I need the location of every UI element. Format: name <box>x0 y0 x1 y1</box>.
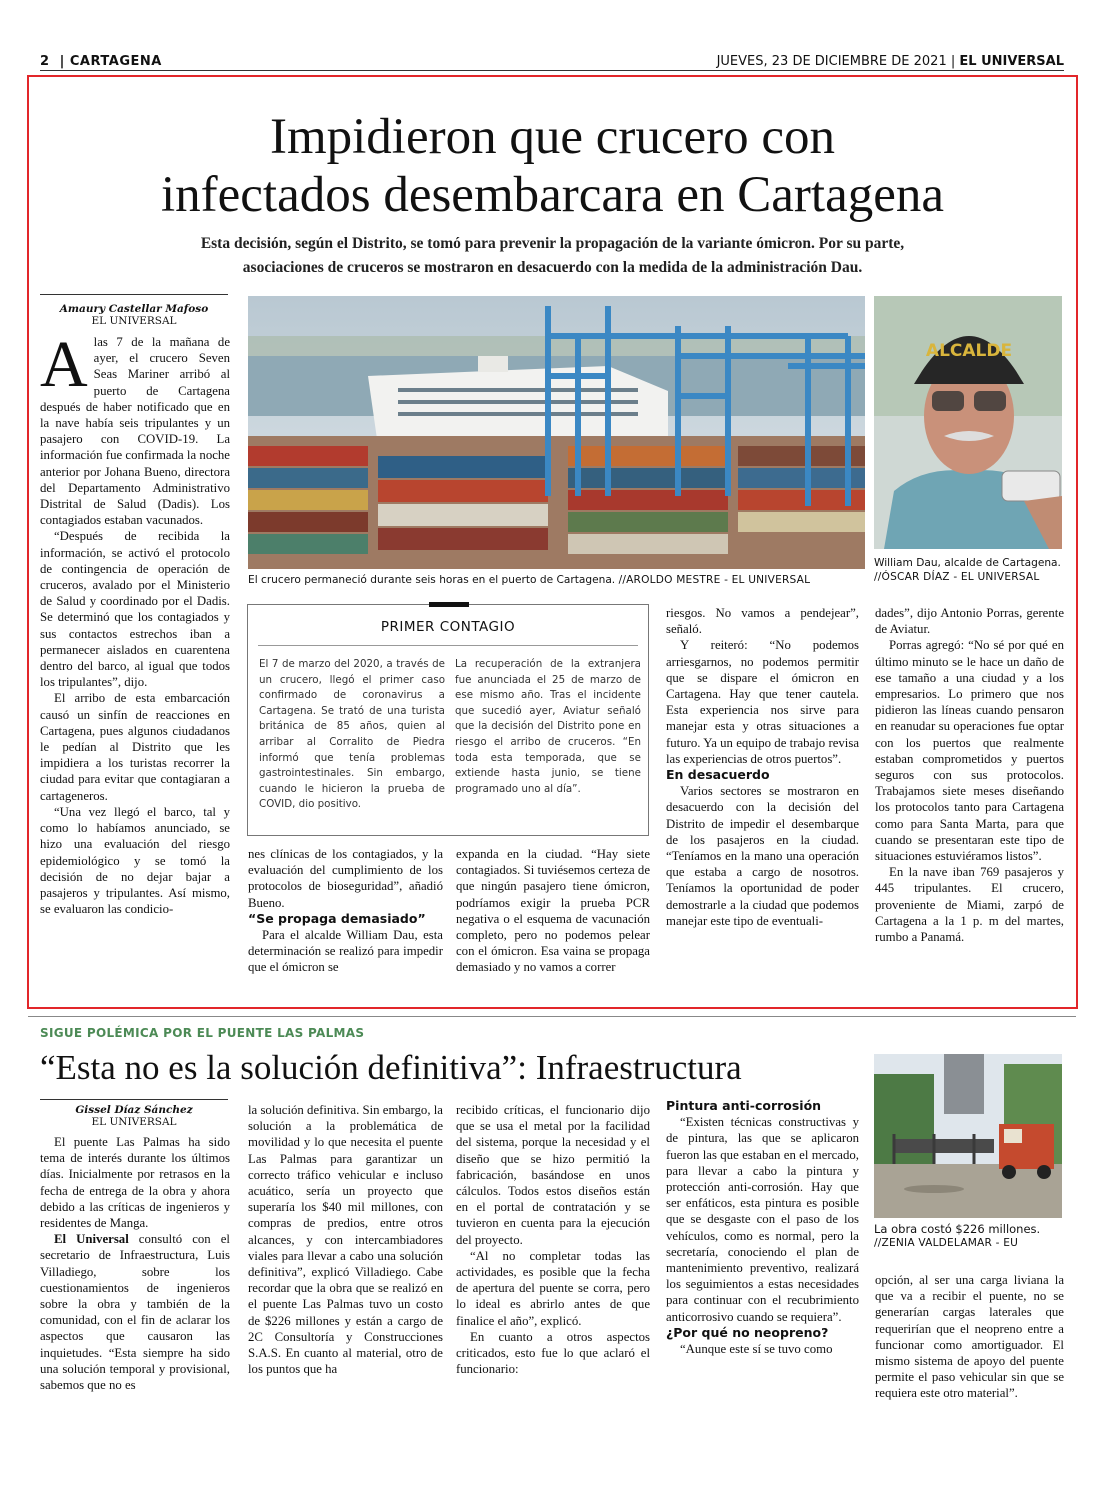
issue-date: JUEVES, 23 DE DICIEMBRE DE 2021 <box>716 54 947 69</box>
caption-credit: //ÓSCAR DÍAZ - EL UNIVERSAL <box>874 571 1040 583</box>
portrait-illustration <box>874 296 1062 549</box>
paragraph: En la nave iban 769 pasajeros y 445 tripulantes. El crucero, proveniente de Miami, zarpó de Cartagena a la 1 p. m del martes, rumbo a Panamá. <box>875 865 1064 945</box>
author-name: Amaury Castellar Mafoso <box>59 303 209 315</box>
main-column-1 <box>40 334 230 999</box>
bridge-illustration <box>874 1054 1062 1218</box>
paragraph: “Una vez llegó el barco, tal y como lo habíamos anunciado, se hizo una evaluación del riesgo epidemiológico y se tomó la decisión de no dejar bajar a pasajeros y tripulantes. Así mismo, se evaluaron las condicio- <box>40 804 230 917</box>
main-headline <box>60 108 1045 224</box>
caption-text: El crucero permaneció durante seis horas en el puerto de Cartagena. <box>248 574 616 586</box>
paragraph: recibido críticas, el funcionario dijo que se usa el metal por la facilidad del sistema, porque la necesidad y el diseño que se hizo permitió la fabricación, basándose en unos cálculos. Todos estos diseños están en el portal de contratación y se tuvieron en cuenta para la ejecución del proyecto. <box>456 1103 650 1247</box>
second-column-5 <box>875 1272 1064 1496</box>
main-column-4 <box>666 605 859 998</box>
second-column-4 <box>666 1098 859 1496</box>
paragraph-lead: El Universal <box>54 1232 129 1247</box>
cruise-port-photo <box>248 296 865 569</box>
paragraph: dades”, dijo Antonio Porras, gerente de Aviatur. <box>875 606 1064 637</box>
headline-line-1: Impidieron que crucero con <box>269 109 835 165</box>
second-column-2 <box>248 1102 443 1496</box>
paragraph: “Aunque este sí se tuvo como <box>680 1342 833 1357</box>
main-column-2 <box>248 846 443 996</box>
subhead: Pintura anti-corrosión <box>666 1098 822 1113</box>
section-name: CARTAGENA <box>69 54 162 69</box>
headline-line-2: infectados desembarcara en Cartagena <box>161 167 944 223</box>
paper-name: EL UNIVERSAL <box>959 54 1064 69</box>
main-byline <box>40 303 228 327</box>
paragraph: “Al no completar todas las actividades, es posible que la fecha de apertura del puente se corra, pero lo ideal es abrirlo antes de que finalice el año”, explicó. <box>456 1248 650 1328</box>
paragraph: las 7 de la mañana de ayer, el crucero Seven Seas Mariner arribó al puerto de Cartagena después de haber notificado que en la nave había seis tripulantes y un pasajero con COVID-19. La información fue confirmada la noche anterior por Johana Bueno, directora del Departamento Administrativo Distrital de Salud (Dadis). Los contagiados estaban vacunados. <box>40 335 230 528</box>
paragraph: nes clínicas de los contagiados, y la evaluación del cumplimiento de los protocolos de bioseguridad”, añadió Bueno. <box>248 847 443 910</box>
second-column-3 <box>456 1102 650 1496</box>
paragraph: la solución definitiva. Sin embargo, la solución a la problemática de movilidad y lo que necesita el puente Las Palmas para garantizar un correcto tráfico vehicular e incluso acuático, sería un proyecto que superaría los $40 mil millones, con compras de predios, entre otros alcances, y con intercambiadores viales para llevar a cabo una solución definitiva”, explicó Villadiego. Cabe recordar que la obra que se realizó en el puente Las Palmas tuvo un costo de $226 millones y están a cargo de 2C Consultoría y Construcciones S.A.S. En cuanto al material, otro de los puntos que ha <box>248 1103 443 1377</box>
paragraph: expanda en la ciudad. “Hay siete contagiados. Si tuviésemos certeza de que ningún pasajero tiene ómicron, podríamos exigir la prueba PCR negativa o el esquema de vacunación completo, pero no podemos pelear con el ómicron. Esa vaina se propaga demasiado y no vamos a correr <box>456 847 650 975</box>
paragraph: riesgos. No vamos a pendejear”, señaló. <box>666 606 859 637</box>
box-tab <box>429 602 469 607</box>
second-column-1 <box>40 1134 230 1496</box>
paragraph: Para el alcalde William Dau, esta determinación se realizó para impedir que el ómicron se <box>248 928 443 975</box>
deck-line-2: asociaciones de cruceros se mostraron en desacuerdo con la medida de la administración Dau. <box>242 259 863 276</box>
paragraph: En cuanto a otros aspectos criticados, esto fue lo que aclaró el funcionario: <box>456 1329 650 1377</box>
main-deck <box>100 232 1005 280</box>
box-column-1: El 7 de marzo del 2020, a través de un crucero, llegó el primer caso confirmado de coronavirus a Cartagena. Se trató de una turista británica de 85 años, quien al arribar al Corralito de Piedra informó que tenía problemas gastrointestinales. Sin embargo, cuando le hicieron la prueba de COVID, dio positivo. <box>259 658 445 811</box>
author-org: EL UNIVERSAL <box>91 1116 177 1128</box>
page-header <box>40 52 1064 72</box>
masthead-right: JUEVES, 23 DE DICIEMBRE DE 2021 | EL UNIVERSAL <box>716 54 1064 69</box>
cap-badge: ALCALDE <box>925 341 1013 361</box>
second-kicker: SIGUE POLÉMICA POR EL PUENTE LAS PALMAS <box>40 1026 365 1040</box>
paragraph: “Existen técnicas constructivas y de pintura, las que se aplicaron fueron las que estaban en el mercado, para llevar a cabo la pintura y protección anti-corrosión. Hay que ser enfáticos, esta pintura es posible que se desgaste con el paso de los vehículos, como es normal, pero la secretaría, conociendo el plan de mantenimiento preventivo, realizará los seguimientos a estas necesidades para continuar con el recubrimiento anticorrosivo cuando se requiera”. <box>666 1115 859 1324</box>
paragraph: Porras agregó: “No sé por qué en último minuto se le hace un daño de ese tamaño a una ciudad y a los empresarios. Lo primero que nos pidieron las líneas cuando pensaron en reanudar su operaciones fue optar con los puertos que realmente estaban comprometidos y puertos seguros con sus protocolos. Trabajamos siete meses diseñando los protocolos tanto para Cartagena como para Santa Marta, para que cuando se presentaran este tipo de situaciones estuviéramos listos”. <box>875 638 1064 864</box>
port-illustration <box>248 296 865 569</box>
box-column-2: La recuperación de la extranjera fue anunciada el 25 de marzo de ese mismo año. Tras el incidente que sucedió ayer, Aviatur señaló que la decisión del Distrito pone en riesgo el arribo de cruceros. “En toda esta temporada, que se extiende hasta junio, se tiene programado uno al día”. <box>455 658 641 795</box>
paragraph: opción, al ser una carga liviana la que va a recibir el puente, no se generarían cargas laterales que requerirían que el neopreno entre a funcionar como amortiguador. El mismo sistema de apoyo del puente permite el paso vehicular sin que se requiera este otro material”. <box>875 1273 1064 1401</box>
bridge-photo-caption <box>874 1222 1064 1250</box>
portrait-photo <box>874 296 1062 549</box>
paragraph: “Después de recibida la información, se activó el protocolo de contingencia de operación de cruceros, avalado por el Ministerio de Salud y coordinado por el Dadis. Se determinó que los contagiados y sus contactos estrechos iban a permanecer aislados en cuarentena dentro del barco, al igual que todos los tripulantes”, dijo. <box>40 529 230 690</box>
subhead: En desacuerdo <box>666 767 770 783</box>
paragraph: Y reiteró: “No podemos arriesgarnos, no podemos permitir que se dispare el ómicron en Cartagena. Hay que tener cautela. Esta experiencia nos sirve para manejar esta y otras situaciones a futuro. Ya un equipo de trabajo revisa las experiencias de otros puertos”. <box>666 638 859 766</box>
subhead: ¿Por qué no neopreno? <box>666 1324 829 1340</box>
paragraph: El puente Las Palmas ha sido tema de interés durante los últimos días. Inicialmente por retrasos en la fecha de entrega de la obra y ahora debido a las críticas de ingenieros y residentes de Manga. <box>40 1135 230 1231</box>
drop-cap: A <box>40 334 88 401</box>
byline-rule <box>40 1099 228 1100</box>
subhead: “Se propaga demasiado” <box>248 910 426 926</box>
box-rule <box>258 645 638 646</box>
paragraph: Varios sectores se mostraron en desacuerdo con la decisión del Distrito de impedir el desembarque de los pasajeros en la ciudad. “Teníamos en la mano una operación que estaba a cargo de nosotros. Teníamos la oportunidad de poder demostrarle a la ciudad que podemos manejar este tipo de eventuali- <box>666 784 859 928</box>
caption-credit: //AROLDO MESTRE - EL UNIVERSAL <box>618 574 811 586</box>
sidebar-box <box>247 604 649 836</box>
section-divider <box>28 1016 1076 1017</box>
caption-text: La obra costó $226 millones. <box>874 1222 1041 1236</box>
main-column-5 <box>875 605 1064 998</box>
portrait-caption <box>874 556 1064 584</box>
caption-text: William Dau, alcalde de Cartagena. <box>874 557 1061 569</box>
main-column-3 <box>456 846 650 996</box>
section-label: 2 | CARTAGENA <box>40 54 162 69</box>
main-photo-caption <box>248 573 865 587</box>
byline-rule <box>40 294 228 295</box>
author-name: Gissel Díaz Sánchez <box>75 1104 193 1116</box>
page-number: 2 <box>40 54 50 69</box>
bridge-photo <box>874 1054 1062 1218</box>
deck-line-1: Esta decisión, según el Distrito, se tomó para prevenir la propagación de la variante ómicron. Por su parte, <box>200 235 905 252</box>
paragraph: consultó con el secretario de Infraestructura, Luis Villadiego, sobre los cuestionamientos de ingenieros sobre la obra y también de la comunidad, con el fin de aclarar los aspectos que causaron las inquietudes. “Esta siempre ha sido una solución temporal y provisional, sabemos que no es <box>40 1232 230 1393</box>
second-byline <box>40 1104 228 1128</box>
caption-credit: //ZENIA VALDELAMAR - EU <box>874 1237 1019 1249</box>
header-rule <box>40 70 1064 71</box>
box-title: PRIMER CONTAGIO <box>380 619 516 635</box>
author-org: EL UNIVERSAL <box>91 315 177 327</box>
paragraph: El arribo de esta embarcación causó un sinfín de reacciones en Cartagena, pues algunos ciudadanos le pedían al Distrito que les impidiera a los turistas recorrer la ciudad para evitar que contagiaran a cartageneros. <box>40 691 230 803</box>
second-headline: “Esta no es la solución definitiva”: Infraestructura <box>40 1048 742 1087</box>
